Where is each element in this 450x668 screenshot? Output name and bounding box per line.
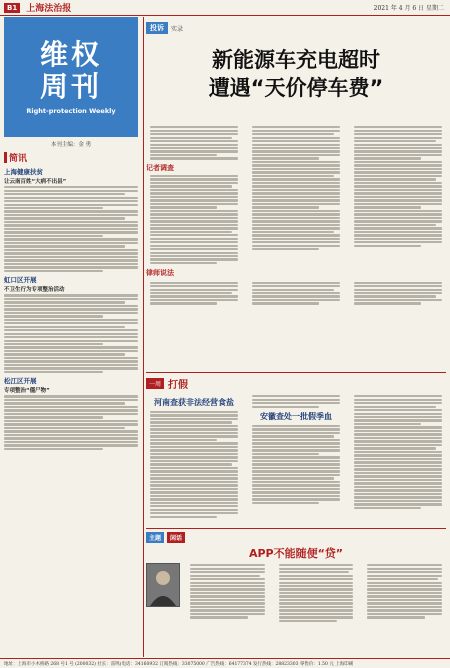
- person-icon: [147, 564, 179, 606]
- section-subtitle-lawyer: 律师说法: [146, 269, 174, 278]
- brief-title-2: 虹口区开展: [4, 276, 37, 285]
- headline-line-1: 新能源车充电超时: [212, 48, 380, 72]
- banner-title-1: 维权: [39, 38, 102, 71]
- article-column-2: [248, 125, 344, 265]
- counterfeit-article-1: [146, 394, 242, 519]
- opinion-column-2: [275, 563, 358, 623]
- section-marker: [4, 152, 7, 163]
- banner-title-2: 周刊: [39, 70, 102, 103]
- main-headline-block: [146, 22, 446, 122]
- article-column-3: [350, 125, 446, 265]
- brief-body-1: [0, 186, 142, 272]
- counterfeit-article-2: [248, 394, 344, 519]
- counterfeit-label: 一周: [146, 378, 164, 389]
- issue-date: 2021 年 4 月 6 日 星期二: [373, 5, 444, 12]
- counterfeit-title: 打假: [168, 380, 189, 391]
- editor-credit: 本刊主编：金 勇: [50, 142, 92, 148]
- page-header: [0, 0, 450, 16]
- brief-title-3: 松江区开展: [4, 377, 37, 386]
- counterfeit-section: [146, 372, 446, 522]
- left-column: [0, 17, 142, 657]
- column-divider: [143, 17, 144, 657]
- banner-subtitle: Right-protection Weekly: [26, 107, 116, 115]
- masthead: 上海法治报: [26, 4, 72, 14]
- section-subtitle-reporter: 记者调查: [146, 163, 174, 172]
- column-tag-sub: 实录: [171, 25, 184, 33]
- opinion-label-2: 闲话: [167, 532, 185, 543]
- opinion-section: [146, 528, 446, 650]
- brief-body-3: [0, 395, 142, 450]
- opinion-column-3: [363, 563, 446, 623]
- counterfeit-article-2-title: 安徽查处一批假季血: [260, 411, 332, 421]
- brief-body-2: [0, 294, 142, 373]
- opinion-column-1: [186, 563, 269, 623]
- opinion-title: APP不能随便“贷”: [248, 547, 344, 560]
- author-portrait: [146, 563, 180, 607]
- weekly-banner: [4, 17, 138, 137]
- brief-subtitle-2: 不卫生行为专项整治活动: [4, 287, 65, 294]
- article-column-1: [146, 125, 242, 265]
- brief-subtitle-1: 让云南百姓“大病不出县”: [4, 179, 67, 185]
- brief-title-1: 上海健康扶贫: [4, 168, 43, 176]
- page-number: B1: [4, 3, 20, 13]
- section-label-text: 简讯: [9, 154, 28, 164]
- column-tag: 投诉: [146, 22, 168, 34]
- main-article-body: [146, 125, 446, 306]
- page-footer: 地址：上海市小木桥路 268 号1 号 (200032) 社长：雷鸣(电话：34160932 订阅热线：33075000 广告热线：64177374 发行热线：28823303 零售价：1.50 元 上海印刷: [0, 658, 450, 668]
- headline-line-2: 遭遇“天价停车费”: [208, 76, 384, 100]
- brief-subtitle-3: 专项整治“僵尸物”: [4, 388, 50, 395]
- section-label: [4, 151, 138, 164]
- counterfeit-article-3: [350, 394, 446, 519]
- counterfeit-article-1-title: 河南查获非法经营食盐: [154, 398, 234, 407]
- opinion-label: 主题: [146, 532, 164, 543]
